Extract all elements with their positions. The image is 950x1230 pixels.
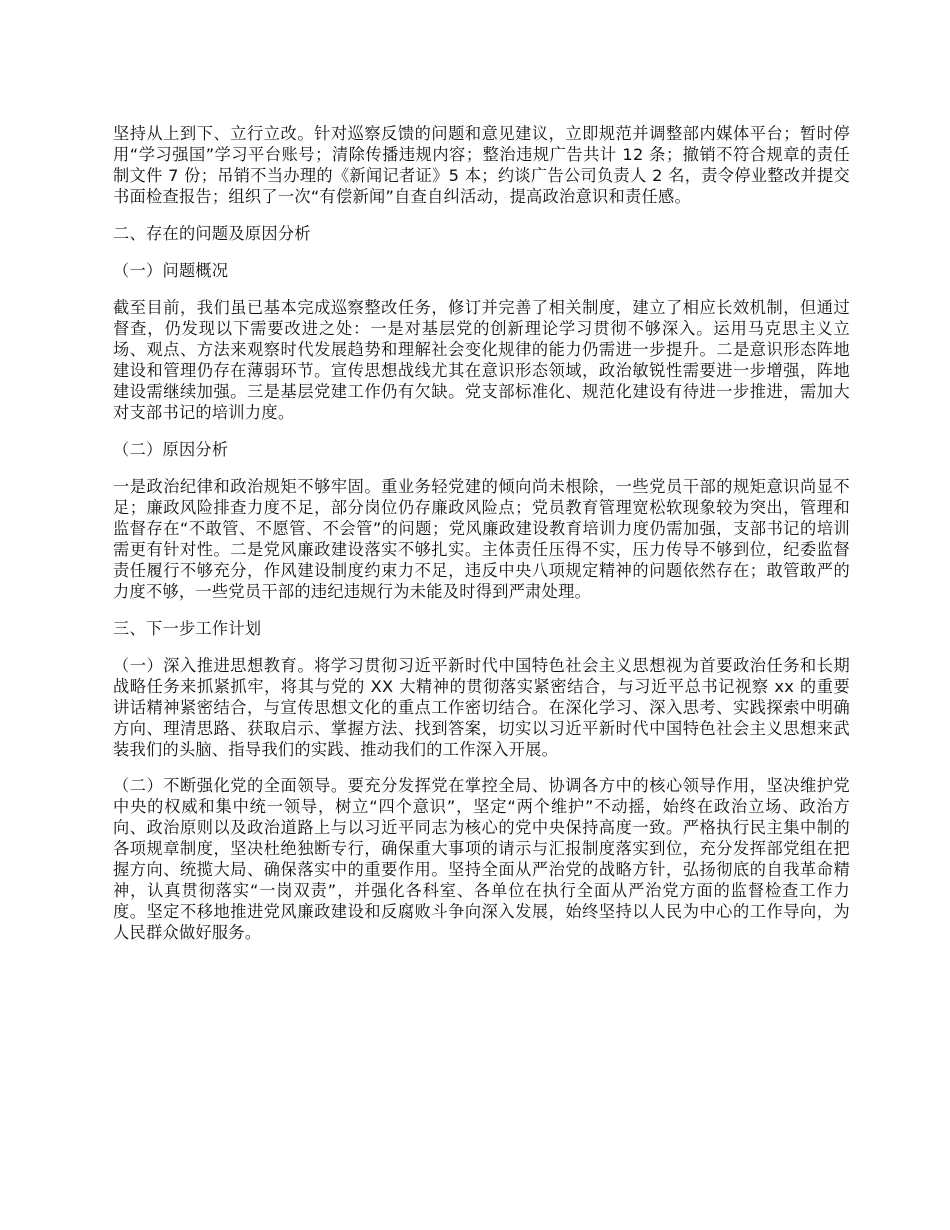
section-heading-next-steps: 三、下一步工作计划	[113, 619, 262, 638]
section-heading-problems: 二、存在的问题及原因分析	[113, 224, 311, 243]
subsection-heading-overview: （一）问题概况	[113, 261, 229, 280]
document-page	[113, 123, 850, 943]
paragraph-party-leadership: （二）不断强化党的全面领导。要充分发挥党在掌控全局、协调各方中的核心领导作用，坚决维护党中央的权威和集中统一领导，树立“四个意识”，坚定“两个维护”不动摇，始终在政治立场、政治方向、政治原则以及政治道路上与以习近平同志为核心的党中央保持高度一致。严格执行民主集中制的各项规章制度，坚决杜绝独断专行，确保重大事项的请示与汇报制度落实到位，充分发挥部党组在把握方向、统揽大局、确保落实中的重要作用。坚持全面从严治党的战略方针，弘扬彻底的自我革命精神，认真贯彻落实“一岗双责”，并强化各科室、各单位在执行全面从严治党方面的监督检查工作力度。坚定不移地推进党风廉政建设和反腐败斗争向深入发展，始终坚持以人民为中心的工作导向，为人民群众做好服务。	[113, 776, 850, 942]
paragraph-ideological-education: （一）深入推进思想教育。将学习贯彻习近平新时代中国特色社会主义思想视为首要政治任务和长期战略任务来抓紧抓牢，将其与党的 XX 大精神的贯彻落实紧密结合，与习近平总书记视察 xx 的重要讲话精神紧密结合，与宣传思想文化的重点工作密切结合。在深化学习、深入思考、实践探索中明确方向、理清思路、获取启示、掌握方法、找到答案，切实以习近平新时代中国特色社会主义思想来武装我们的头脑、指导我们的实践、推动我们的工作深入开展。	[113, 656, 850, 759]
paragraph-problem-overview: 截至目前，我们虽已基本完成巡察整改任务，修订并完善了相关制度，建立了相应长效机制，但通过督查，仍发现以下需要改进之处：一是对基层党的创新理论学习贯彻不够深入。运用马克思主义立场、观点、方法来观察时代发展趋势和理解社会变化规律的能力仍需进一步提升。二是意识形态阵地建设和管理仍存在薄弱环节。宣传思想战线尤其在意识形态领域，政治敏锐性需要进一步增强，阵地建设需继续加强。三是基层党建工作仍有欠缺。党支部标准化、规范化建设有待进一步推进，需加大对支部书记的培训力度。	[113, 298, 850, 422]
paragraph-cause-analysis: 一是政治纪律和政治规矩不够牢固。重业务轻党建的倾向尚未根除，一些党员干部的规矩意识尚显不足；廉政风险排查力度不足，部分岗位仍存廉政风险点；党员教育管理宽松软现象较为突出，管理和监督存在“不敢管、不愿管、不会管”的问题；党风廉政建设教育培训力度仍需加强，支部书记的培训需更有针对性。二是党风廉政建设落实不够扎实。主体责任压得不实，压力传导不够到位，纪委监督责任履行不够充分，作风建设制度约束力不足，违反中央八项规定精神的问题依然存在；敢管敢严的力度不够，一些党员干部的违纪违规行为未能及时得到严肃处理。	[113, 477, 850, 601]
paragraph-rectification-actions: 坚持从上到下、立行立改。针对巡察反馈的问题和意见建议，立即规范并调整部内媒体平台；暂时停用“学习强国”学习平台账号；清除传播违规内容；整治违规广告共计 12 条；撤销不符合规章的责任制文件 7 份；吊销不当办理的《新闻记者证》5 本；约谈广告公司负责人 2 名，责令停业整改并提交书面检查报告；组织了一次“有偿新闻”自查自纠活动，提高政治意识和责任感。	[113, 124, 850, 206]
subsection-heading-causes: （二）原因分析	[113, 440, 229, 459]
